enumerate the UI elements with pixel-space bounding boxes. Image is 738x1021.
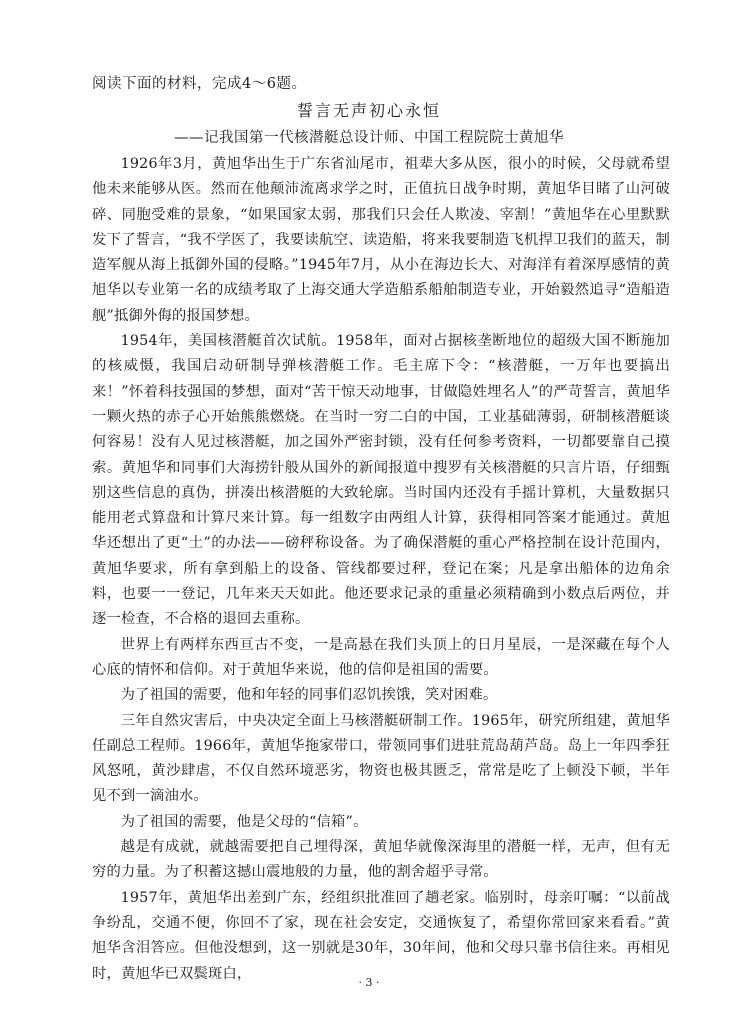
article-subtitle: ——记我国第一代核潜艇总设计师、中国工程院院士黄旭华 [174,130,564,146]
paragraph: 三年自然灾害后，中央决定全面上马核潜艇研制工作。1965年，研究所组建，黄旭华任副总工程师。1966年，黄旭华拖家带口，带领同事们进驻荒岛葫芦岛。岛上一年四季狂风怒吼，黄沙肆虐，不仅自然环境恶劣，物资也极其匮乏，常常是吃了上顿没下顿，半年见不到一滴油水。 [92,712,670,805]
paragraph: 1926年3月，黄旭华出生于广东省汕尾市，祖辈大多从医，很小的时候，父母就希望他未来能够从医。然而在他颠沛流离求学之时，正值抗日战争时期，黄旭华目睹了山河破碎、同胞受难的景象，“如果国家太弱，那我们只会任人欺凌、宰割！”黄旭华在心里默默发下了誓言，“我不学医了，我要读航空、读造船，将来我要制造飞机捍卫我们的蓝天，制造军舰从海上抵御外国的侵略。”1945年7月，从小在海边长大、对海洋有着深厚感情的黄旭华以专业第一名的成绩考取了上海交通大学造船系船舶制造专业，开始毅然追寻“造船造舰”抵御外侮的报国梦想。 [92,156,670,324]
paragraph: 为了祖国的需要，他是父母的“信箱”。 [120,813,368,830]
article-body [92,152,670,987]
paragraph: 越是有成就，就越需要把自己埋得深，黄旭华就像深海里的潜艇一样，无声，但有无穷的力量。为了积蓄这撼山震地般的力量，他的割舍超乎寻常。 [92,839,670,881]
paragraph: 1954年，美国核潜艇首次试航。1958年，面对占据核垄断地位的超级大国不断施加的核威慑，我国启动研制导弹核潜艇工作。毛主席下令：“核潜艇，一万年也要搞出来！”怀着科技强国的梦想，面对“苦干惊天动地事，甘做隐姓埋名人”的严苛誓言，黄旭华一颗火热的赤子心开始熊熊燃烧。在当时一穷二白的中国，工业基础薄弱，研制核潜艇谈何容易！没有人见过核潜艇，加之国外严密封锁，没有任何参考资料，一切都要靠自己摸索。黄旭华和同事们大海捞针般从国外的新闻报道中搜罗有关核潜艇的只言片语，仔细甄别这些信息的真伪，拼凑出核潜艇的大致轮廓。当时国内还没有手摇计算机，大量数据只能用老式算盘和计算尺来计算。每一组数字由两组人计算，获得相同答案才能通过。黄旭华还想出了更“土”的办法——磅秤称设备。为了确保潜艇的重心严格控制在设计范围内，黄旭华要求，所有拿到船上的设备、管线都要过秤，登记在案；凡是拿出船体的边角余料，也要一一登记，几年来天天如此。他还要求记录的重量必须精确到小数点后两位，并逐一检查，不合格的退回去重称。 [92,333,670,628]
paragraph: 为了祖国的需要，他和年轻的同事们忍饥挨饿，笑对困难。 [120,687,498,704]
paragraph: 1957年，黄旭华出差到广东，经组织批准回了趟老家。临别时，母亲叮嘱：“以前战争纷乱，交通不便，你回不了家，现在社会安定，交通恢复了，希望你常回家来看看。”黄旭华含泪答应。但他没想到，这一别就是30年，30年间，他和父母只靠书信往来。再相见时，黄旭华已双鬓斑白， [92,889,670,982]
article-title: 誓言无声初心永恒 [296,101,441,120]
paragraph: 世界上有两样东西亘古不变，一是高悬在我们头顶上的日月星辰，一是深藏在每个人心底的情怀和信仰。对于黄旭华来说，他的信仰是祖国的需要。 [92,636,670,678]
reading-instruction: 阅读下面的材料，完成4～6题。 [92,76,307,92]
page-number: · 3 · [358,976,380,989]
